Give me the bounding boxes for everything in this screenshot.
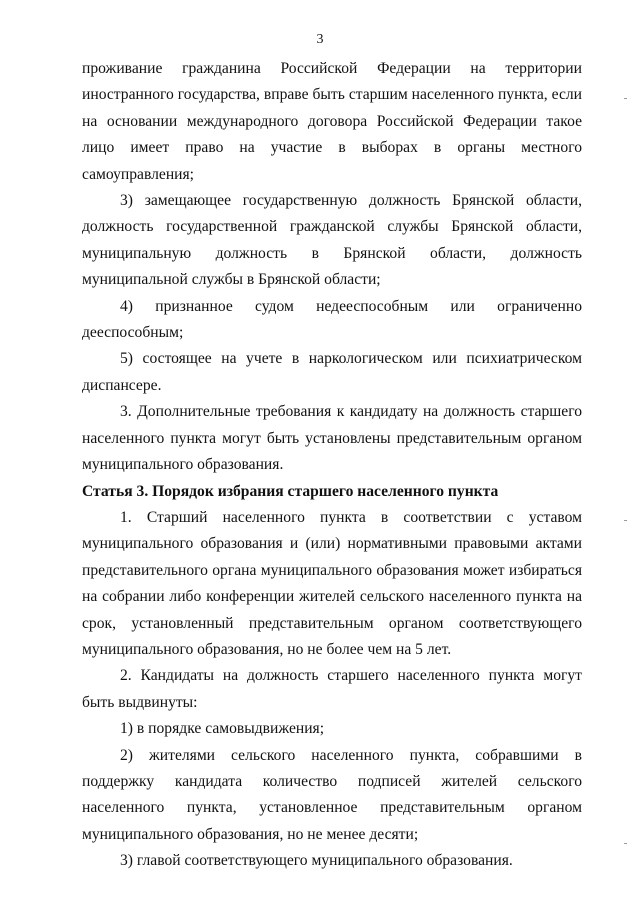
paragraph-article-3-item-1: 1. Старший населенного пункта в соответствии с уставом муниципального образования и (или) нормативными правовыми актами представительного органа муниципального образования может избираться на собрании либо конференции жителей сельского населенного пункта на срок, установленный представительным органом соответствующего муниципального образования, но не более чем на 5 лет. [82,508,582,658]
list-item-4: 4) признанное судом недееспособным или ограниченно дееспособным; [82,297,582,342]
scan-mark [624,843,627,844]
article-heading: Статья 3. Порядок избрания старшего населенного пункта [82,482,499,500]
paragraph-section-3: 3. Дополнительные требования к кандидату на должность старшего населенного пункта могут быть установлены представительным органом муниципального образования. [82,403,582,474]
list-item-3: 3) замещающее государственную должность Брянской области, должность государственной гражданской службы Брянской области, муниципальную должность в Брянской области, должность муниципальной службы в Брянской области; [82,192,582,289]
page-number: 3 [316,32,324,47]
list-item-5: 5) состоящее на учете в наркологическом или психиатрическом диспансере. [82,350,582,394]
nomination-item-1: 1) в порядке самовыдвижения; [120,720,325,738]
scan-mark [624,520,627,521]
document-body [82,56,582,875]
nomination-item-2: 2) жителями сельского населенного пункта, собравшими в поддержку кандидата количество подписей жителей сельского населенного пункта, установленное представительным органом муниципального образования, но не менее десяти; [82,746,582,843]
paragraph-continuation: проживание гражданина Российской Федерации на территории иностранного государства, вправе быть старшим населенного пункта, если на основании международного договора Российской Федерации такое лицо имеет право на участие в выборах в органы местного самоуправления; [82,60,582,183]
scan-mark [624,98,627,99]
nomination-item-3: 3) главой соответствующего муниципального образования. [120,852,513,870]
paragraph-article-3-item-2: 2. Кандидаты на должность старшего населенного пункта могут быть выдвинуты: [82,667,582,711]
